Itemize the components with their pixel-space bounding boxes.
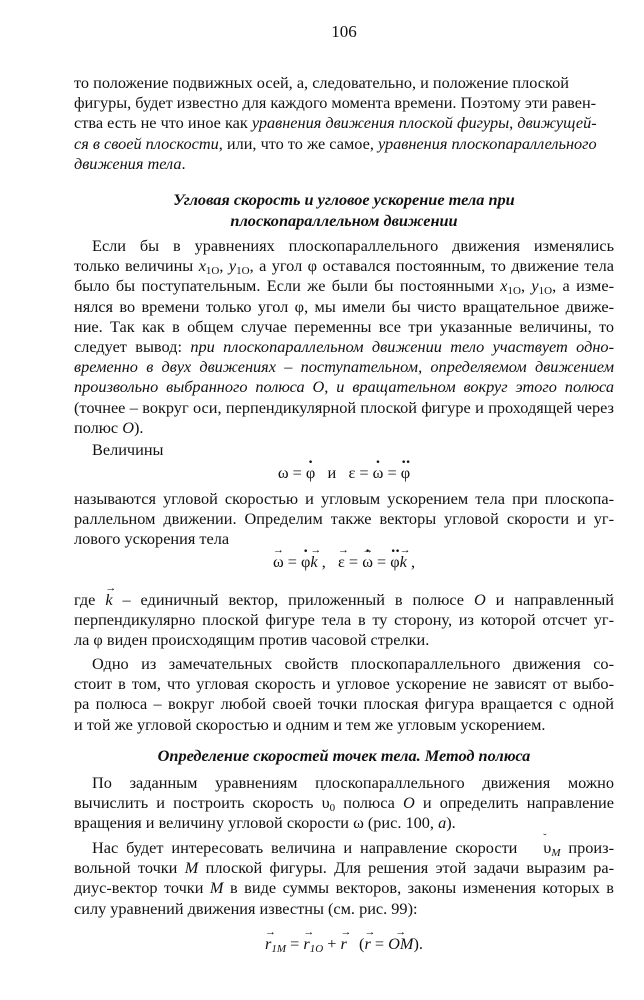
label-velichiny: Величины (92, 440, 164, 459)
section-heading-angular-velocity: Угловая скорость и угловое ускорение тела при плоскопараллельном движении (173, 190, 515, 230)
text-line: фигуры, будет известно для каждого момента времени. Поэтому эти равен- (74, 93, 597, 113)
text-line: ся в своей плоскости, или, что то же самое, уравнения плоскопараллельного (74, 133, 597, 153)
paragraph-6: По заданным уравнениям плоскопараллельного движения можно вычислить и построить скорость υ $˘_0$ полюса O и определить направление вращения и величину угловой скорости ω (рис. 100, a). (74, 773, 614, 834)
paragraph-1 (74, 73, 614, 174)
section-heading-pole-method: Определение скоростей точек тела. Метод полюса (157, 746, 531, 765)
paragraph-5: Одно из замечательных свойств плоскопараллельного движения со- стоит в том, что угловая скорость и угловое ускорение не зависят от выбо- ра полюса – вокруг любой своей точки плоская фигура вращается с одной и той же угловой скоростью и одним и тем же угловым ускорением. (74, 654, 614, 734)
paragraph-4: где → k – единичный вектор, приложенный в полюсе O и направленный перпендикулярно плоской фигуре тела в ту сторону, из которой отсчет уг- ла φ виден происходящим против часовой стрелки. (74, 590, 614, 651)
formula-vectors: → ω = φ ·→ k , → ε = → ω · = φ ··→ k , (74, 552, 614, 572)
paragraph-7: Нас будет интересовать величина и направление скорости υ $˘_M$ произ- вольной точки M плоской фигуры. Для решения этой задачи выразим ра- диус-вектор точки M в виде суммы векторов, законы изменения которых в силу уравнений движения известны (см. рис. 99): (74, 838, 614, 919)
text-line: ства есть не что иное как уравнения движения плоской фигуры, движущей- (74, 113, 597, 133)
formula-radius-vector: → $r_{1M}$ = → $r_{1O}$ + → r (→ r = → OM). (74, 934, 614, 954)
paragraph-3: называются угловой скоростью и угловым ускорением тела при плоскопа- раллельном движении. Определим также векторы угловой скорости и уг- лового ускорения тела (74, 489, 614, 549)
formula-omega-epsilon: ω = φ · и ε = ω · = φ ·· (74, 463, 614, 483)
paragraph-2: Если бы в уравнениях плоскопараллельного движения изменялись только величины $x_{1O}$, $y_{1O}$, а угол φ оставался постоянным, то движение тела было бы поступательным. Если же были бы постоянными $x_{1O}$, $y_{1O}$, а изме- нялся во времени только угол φ, мы имели бы чисто вращательное движе- ние. Так как в общем случае переменны все три указанные величины, то следует вывод: при плоскопараллельном движении тело участвует одно- временно в двух движениях – поступательном, определяемом движением произвольно выбранного полюса О, и вращательном вокруг этого полюса (точнее – вокруг оси, перпендикулярной плоской фигуре и проходящей через полюс O). (74, 236, 615, 437)
text-line: то положение подвижных осей, а, следовательно, и положение плоской (74, 73, 569, 92)
page-number: 106 (331, 22, 357, 41)
text-line: движения тела. (74, 153, 186, 173)
